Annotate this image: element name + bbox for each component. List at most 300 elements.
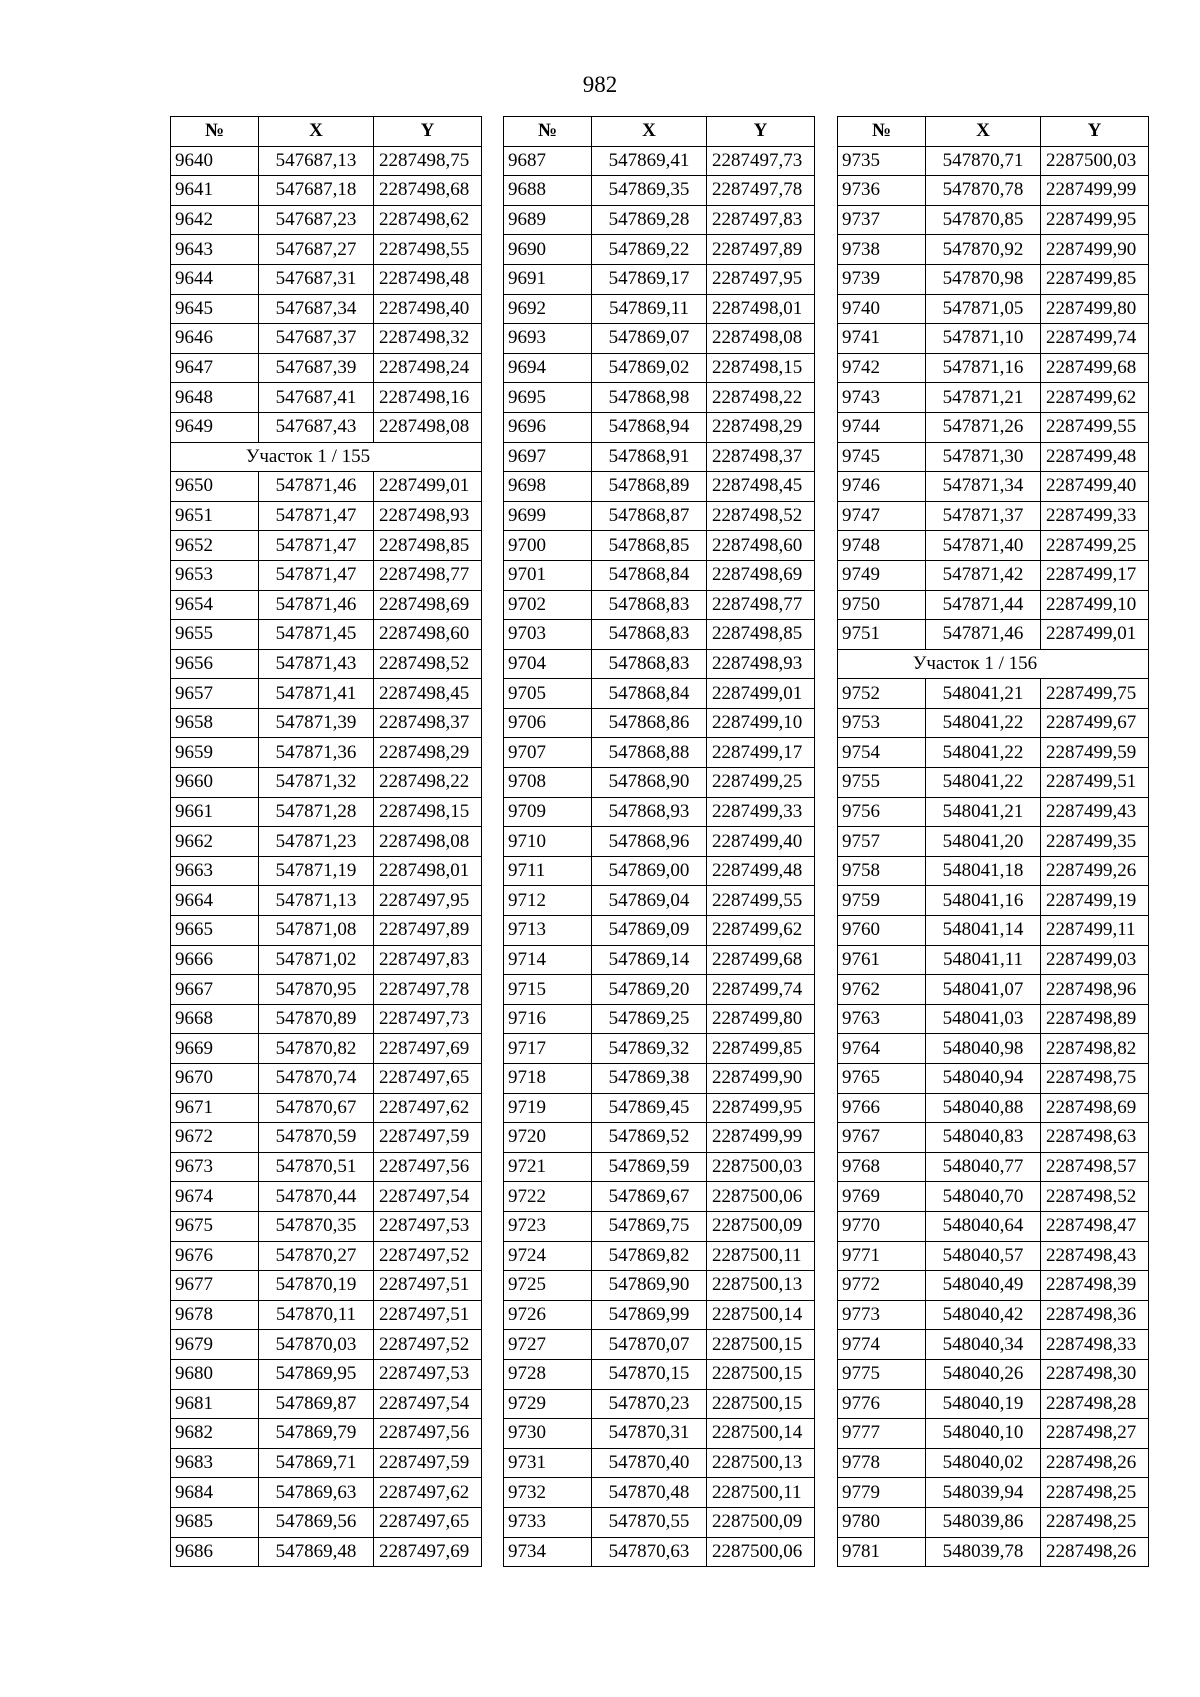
table-row bbox=[504, 1537, 815, 1567]
point-number-cell: 9657 bbox=[171, 679, 259, 709]
x-coordinate-cell: 547870,44 bbox=[259, 1182, 374, 1212]
y-coordinate-cell: 2287499,01 bbox=[374, 472, 482, 502]
x-coordinate-cell: 547871,47 bbox=[259, 531, 374, 561]
y-coordinate-cell: 2287498,75 bbox=[1041, 1064, 1149, 1094]
y-coordinate-cell: 2287499,90 bbox=[707, 1064, 815, 1094]
y-coordinate-cell: 2287497,62 bbox=[374, 1478, 482, 1508]
y-coordinate-cell: 2287498,55 bbox=[374, 235, 482, 265]
x-coordinate-cell: 548040,02 bbox=[926, 1448, 1041, 1478]
point-number-cell: 9732 bbox=[504, 1478, 592, 1508]
table-row bbox=[504, 1478, 815, 1508]
y-coordinate-cell: 2287498,01 bbox=[707, 294, 815, 324]
y-coordinate-cell: 2287498,89 bbox=[1041, 1004, 1149, 1034]
y-coordinate-cell: 2287498,25 bbox=[1041, 1478, 1149, 1508]
table-row bbox=[171, 1359, 482, 1389]
table-row bbox=[171, 1064, 482, 1094]
table-row bbox=[171, 827, 482, 857]
y-coordinate-cell: 2287498,37 bbox=[374, 708, 482, 738]
x-coordinate-cell: 547870,15 bbox=[592, 1359, 707, 1389]
point-number-cell: 9739 bbox=[838, 264, 926, 294]
table-row bbox=[171, 1211, 482, 1241]
table-row bbox=[504, 412, 815, 442]
section-title-text: Участок 1 / 156 bbox=[912, 652, 1038, 674]
x-coordinate-cell: 548040,42 bbox=[926, 1300, 1041, 1330]
x-coordinate-cell: 547869,71 bbox=[259, 1448, 374, 1478]
x-coordinate-cell: 548041,03 bbox=[926, 1004, 1041, 1034]
y-coordinate-cell: 2287498,15 bbox=[707, 353, 815, 383]
point-number-cell: 9661 bbox=[171, 797, 259, 827]
x-coordinate-cell: 547871,45 bbox=[259, 620, 374, 650]
table-row bbox=[171, 264, 482, 294]
point-number-cell: 9708 bbox=[504, 768, 592, 798]
table-row bbox=[504, 560, 815, 590]
x-coordinate-cell: 547869,56 bbox=[259, 1507, 374, 1537]
point-number-cell: 9771 bbox=[838, 1241, 926, 1271]
point-number-cell: 9679 bbox=[171, 1330, 259, 1360]
x-coordinate-cell: 547871,05 bbox=[926, 294, 1041, 324]
point-number-cell: 9667 bbox=[171, 975, 259, 1005]
point-number-cell: 9666 bbox=[171, 945, 259, 975]
x-coordinate-cell: 547869,79 bbox=[259, 1419, 374, 1449]
table-row bbox=[171, 472, 482, 502]
point-number-cell: 9681 bbox=[171, 1389, 259, 1419]
x-coordinate-cell: 547870,11 bbox=[259, 1300, 374, 1330]
y-coordinate-cell: 2287499,99 bbox=[707, 1123, 815, 1153]
y-coordinate-cell: 2287498,60 bbox=[374, 620, 482, 650]
x-coordinate-cell: 547870,55 bbox=[592, 1507, 707, 1537]
table-row bbox=[838, 264, 1149, 294]
x-coordinate-cell: 548041,14 bbox=[926, 916, 1041, 946]
x-coordinate-cell: 547869,25 bbox=[592, 1004, 707, 1034]
point-number-cell: 9768 bbox=[838, 1152, 926, 1182]
table-row bbox=[838, 679, 1149, 709]
page-number: 982 bbox=[582, 72, 618, 97]
x-coordinate-cell: 547869,75 bbox=[592, 1211, 707, 1241]
y-coordinate-cell: 2287499,03 bbox=[1041, 945, 1149, 975]
header-y: Y bbox=[707, 117, 815, 147]
header-row bbox=[504, 117, 815, 147]
table-row bbox=[838, 1389, 1149, 1419]
y-coordinate-cell: 2287500,11 bbox=[707, 1478, 815, 1508]
x-coordinate-cell: 548040,34 bbox=[926, 1330, 1041, 1360]
point-number-cell: 9745 bbox=[838, 442, 926, 472]
point-number-cell: 9744 bbox=[838, 412, 926, 442]
point-number-cell: 9746 bbox=[838, 472, 926, 502]
y-coordinate-cell: 2287499,35 bbox=[1041, 827, 1149, 857]
x-coordinate-cell: 547869,90 bbox=[592, 1271, 707, 1301]
coordinates-table-1 bbox=[170, 116, 482, 1567]
point-number-cell: 9712 bbox=[504, 886, 592, 916]
x-coordinate-cell: 547869,28 bbox=[592, 205, 707, 235]
table-row bbox=[171, 205, 482, 235]
x-coordinate-cell: 547868,90 bbox=[592, 768, 707, 798]
table-row bbox=[171, 1004, 482, 1034]
y-coordinate-cell: 2287497,83 bbox=[707, 205, 815, 235]
table-row bbox=[838, 1211, 1149, 1241]
table-row bbox=[838, 1241, 1149, 1271]
point-number-cell: 9738 bbox=[838, 235, 926, 265]
point-number-cell: 9663 bbox=[171, 856, 259, 886]
x-coordinate-cell: 547868,85 bbox=[592, 531, 707, 561]
table-row bbox=[838, 472, 1149, 502]
section-row bbox=[838, 649, 1149, 679]
point-number-cell: 9694 bbox=[504, 353, 592, 383]
table-row bbox=[504, 916, 815, 946]
table-row bbox=[504, 176, 815, 206]
x-coordinate-cell: 548040,26 bbox=[926, 1359, 1041, 1389]
point-number-cell: 9646 bbox=[171, 324, 259, 354]
table-row bbox=[504, 1330, 815, 1360]
y-coordinate-cell: 2287497,62 bbox=[374, 1093, 482, 1123]
table-row bbox=[838, 1419, 1149, 1449]
header-number: № bbox=[504, 117, 592, 147]
table-row bbox=[171, 235, 482, 265]
point-number-cell: 9764 bbox=[838, 1034, 926, 1064]
point-number-cell: 9762 bbox=[838, 975, 926, 1005]
y-coordinate-cell: 2287499,75 bbox=[1041, 679, 1149, 709]
point-number-cell: 9684 bbox=[171, 1478, 259, 1508]
x-coordinate-cell: 547687,43 bbox=[259, 412, 374, 442]
table-row bbox=[504, 1271, 815, 1301]
table-row bbox=[504, 353, 815, 383]
y-coordinate-cell: 2287498,85 bbox=[374, 531, 482, 561]
table-row bbox=[838, 945, 1149, 975]
table-row bbox=[171, 1271, 482, 1301]
table-row bbox=[838, 1004, 1149, 1034]
y-coordinate-cell: 2287499,48 bbox=[707, 856, 815, 886]
x-coordinate-cell: 547870,19 bbox=[259, 1271, 374, 1301]
x-coordinate-cell: 547870,23 bbox=[592, 1389, 707, 1419]
y-coordinate-cell: 2287499,80 bbox=[707, 1004, 815, 1034]
y-coordinate-cell: 2287498,01 bbox=[374, 856, 482, 886]
table-row bbox=[171, 1389, 482, 1419]
point-number-cell: 9723 bbox=[504, 1211, 592, 1241]
table-row bbox=[504, 1211, 815, 1241]
x-coordinate-cell: 547870,67 bbox=[259, 1093, 374, 1123]
point-number-cell: 9729 bbox=[504, 1389, 592, 1419]
section-row bbox=[171, 442, 482, 472]
table-row bbox=[838, 442, 1149, 472]
y-coordinate-cell: 2287499,59 bbox=[1041, 738, 1149, 768]
x-coordinate-cell: 547871,36 bbox=[259, 738, 374, 768]
x-coordinate-cell: 547871,46 bbox=[926, 620, 1041, 650]
point-number-cell: 9680 bbox=[171, 1359, 259, 1389]
table-row bbox=[838, 1537, 1149, 1567]
x-coordinate-cell: 547869,99 bbox=[592, 1300, 707, 1330]
x-coordinate-cell: 547868,94 bbox=[592, 412, 707, 442]
x-coordinate-cell: 547869,52 bbox=[592, 1123, 707, 1153]
x-coordinate-cell: 547869,14 bbox=[592, 945, 707, 975]
y-coordinate-cell: 2287497,54 bbox=[374, 1182, 482, 1212]
table-row bbox=[171, 945, 482, 975]
table-row bbox=[504, 1300, 815, 1330]
point-number-cell: 9718 bbox=[504, 1064, 592, 1094]
table-row bbox=[504, 235, 815, 265]
point-number-cell: 9756 bbox=[838, 797, 926, 827]
x-coordinate-cell: 547870,35 bbox=[259, 1211, 374, 1241]
point-number-cell: 9737 bbox=[838, 205, 926, 235]
table-row bbox=[171, 412, 482, 442]
y-coordinate-cell: 2287499,01 bbox=[1041, 620, 1149, 650]
table-row bbox=[838, 1123, 1149, 1153]
x-coordinate-cell: 547687,23 bbox=[259, 205, 374, 235]
point-number-cell: 9685 bbox=[171, 1507, 259, 1537]
point-number-cell: 9769 bbox=[838, 1182, 926, 1212]
y-coordinate-cell: 2287498,37 bbox=[707, 442, 815, 472]
point-number-cell: 9662 bbox=[171, 827, 259, 857]
x-coordinate-cell: 547871,41 bbox=[259, 679, 374, 709]
x-coordinate-cell: 547869,11 bbox=[592, 294, 707, 324]
table-row bbox=[838, 827, 1149, 857]
point-number-cell: 9736 bbox=[838, 176, 926, 206]
point-number-cell: 9655 bbox=[171, 620, 259, 650]
table-row bbox=[171, 1330, 482, 1360]
x-coordinate-cell: 547869,17 bbox=[592, 264, 707, 294]
y-coordinate-cell: 2287500,11 bbox=[707, 1241, 815, 1271]
x-coordinate-cell: 547868,98 bbox=[592, 383, 707, 413]
table-row bbox=[838, 560, 1149, 590]
x-coordinate-cell: 547870,98 bbox=[926, 264, 1041, 294]
x-coordinate-cell: 547871,37 bbox=[926, 501, 1041, 531]
table-row bbox=[504, 945, 815, 975]
table-row bbox=[171, 353, 482, 383]
x-coordinate-cell: 547687,41 bbox=[259, 383, 374, 413]
point-number-cell: 9710 bbox=[504, 827, 592, 857]
y-coordinate-cell: 2287497,53 bbox=[374, 1211, 482, 1241]
x-coordinate-cell: 547871,44 bbox=[926, 590, 1041, 620]
y-coordinate-cell: 2287497,54 bbox=[374, 1389, 482, 1419]
point-number-cell: 9690 bbox=[504, 235, 592, 265]
y-coordinate-cell: 2287498,52 bbox=[1041, 1182, 1149, 1212]
x-coordinate-cell: 548040,10 bbox=[926, 1419, 1041, 1449]
point-number-cell: 9766 bbox=[838, 1093, 926, 1123]
table-row bbox=[838, 738, 1149, 768]
x-coordinate-cell: 547869,63 bbox=[259, 1478, 374, 1508]
x-coordinate-cell: 547868,96 bbox=[592, 827, 707, 857]
point-number-cell: 9698 bbox=[504, 472, 592, 502]
point-number-cell: 9687 bbox=[504, 146, 592, 176]
y-coordinate-cell: 2287499,33 bbox=[707, 797, 815, 827]
y-coordinate-cell: 2287498,08 bbox=[374, 412, 482, 442]
y-coordinate-cell: 2287500,06 bbox=[707, 1537, 815, 1567]
x-coordinate-cell: 547869,00 bbox=[592, 856, 707, 886]
x-coordinate-cell: 547687,39 bbox=[259, 353, 374, 383]
x-coordinate-cell: 547868,91 bbox=[592, 442, 707, 472]
x-coordinate-cell: 547871,47 bbox=[259, 501, 374, 531]
y-coordinate-cell: 2287499,43 bbox=[1041, 797, 1149, 827]
table-row bbox=[171, 560, 482, 590]
y-coordinate-cell: 2287497,89 bbox=[707, 235, 815, 265]
section-title bbox=[171, 442, 482, 472]
point-number-cell: 9653 bbox=[171, 560, 259, 590]
x-coordinate-cell: 547687,34 bbox=[259, 294, 374, 324]
y-coordinate-cell: 2287499,10 bbox=[707, 708, 815, 738]
x-coordinate-cell: 547871,13 bbox=[259, 886, 374, 916]
y-coordinate-cell: 2287497,73 bbox=[707, 146, 815, 176]
point-number-cell: 9644 bbox=[171, 264, 259, 294]
point-number-cell: 9755 bbox=[838, 768, 926, 798]
x-coordinate-cell: 547870,78 bbox=[926, 176, 1041, 206]
table-row bbox=[504, 797, 815, 827]
x-coordinate-cell: 547871,30 bbox=[926, 442, 1041, 472]
x-coordinate-cell: 547870,95 bbox=[259, 975, 374, 1005]
y-coordinate-cell: 2287498,75 bbox=[374, 146, 482, 176]
y-coordinate-cell: 2287499,99 bbox=[1041, 176, 1149, 206]
point-number-cell: 9720 bbox=[504, 1123, 592, 1153]
y-coordinate-cell: 2287498,33 bbox=[1041, 1330, 1149, 1360]
x-coordinate-cell: 547870,31 bbox=[592, 1419, 707, 1449]
table-row bbox=[504, 827, 815, 857]
x-coordinate-cell: 548041,21 bbox=[926, 797, 1041, 827]
table-row bbox=[838, 797, 1149, 827]
y-coordinate-cell: 2287498,85 bbox=[707, 620, 815, 650]
y-coordinate-cell: 2287497,56 bbox=[374, 1152, 482, 1182]
y-coordinate-cell: 2287499,25 bbox=[707, 768, 815, 798]
point-number-cell: 9647 bbox=[171, 353, 259, 383]
x-coordinate-cell: 547871,28 bbox=[259, 797, 374, 827]
x-coordinate-cell: 547871,02 bbox=[259, 945, 374, 975]
table-row bbox=[838, 235, 1149, 265]
y-coordinate-cell: 2287498,43 bbox=[1041, 1241, 1149, 1271]
point-number-cell: 9734 bbox=[504, 1537, 592, 1567]
point-number-cell: 9650 bbox=[171, 472, 259, 502]
table-row bbox=[504, 472, 815, 502]
x-coordinate-cell: 548040,88 bbox=[926, 1093, 1041, 1123]
y-coordinate-cell: 2287498,47 bbox=[1041, 1211, 1149, 1241]
x-coordinate-cell: 547687,13 bbox=[259, 146, 374, 176]
y-coordinate-cell: 2287499,01 bbox=[707, 679, 815, 709]
y-coordinate-cell: 2287497,78 bbox=[707, 176, 815, 206]
x-coordinate-cell: 547870,71 bbox=[926, 146, 1041, 176]
point-number-cell: 9649 bbox=[171, 412, 259, 442]
table-row bbox=[171, 1241, 482, 1271]
x-coordinate-cell: 547869,45 bbox=[592, 1093, 707, 1123]
table-row bbox=[838, 1034, 1149, 1064]
y-coordinate-cell: 2287499,48 bbox=[1041, 442, 1149, 472]
y-coordinate-cell: 2287499,40 bbox=[707, 827, 815, 857]
point-number-cell: 9780 bbox=[838, 1507, 926, 1537]
y-coordinate-cell: 2287499,17 bbox=[707, 738, 815, 768]
y-coordinate-cell: 2287499,62 bbox=[707, 916, 815, 946]
table-row bbox=[504, 1419, 815, 1449]
point-number-cell: 9730 bbox=[504, 1419, 592, 1449]
header-number: № bbox=[171, 117, 259, 147]
x-coordinate-cell: 547871,40 bbox=[926, 531, 1041, 561]
x-coordinate-cell: 547871,19 bbox=[259, 856, 374, 886]
table-row bbox=[504, 708, 815, 738]
x-coordinate-cell: 547869,09 bbox=[592, 916, 707, 946]
y-coordinate-cell: 2287499,68 bbox=[707, 945, 815, 975]
table-row bbox=[504, 442, 815, 472]
table-row bbox=[171, 620, 482, 650]
point-number-cell: 9758 bbox=[838, 856, 926, 886]
point-number-cell: 9697 bbox=[504, 442, 592, 472]
x-coordinate-cell: 547869,02 bbox=[592, 353, 707, 383]
x-coordinate-cell: 547868,84 bbox=[592, 679, 707, 709]
y-coordinate-cell: 2287498,63 bbox=[1041, 1123, 1149, 1153]
x-coordinate-cell: 548041,22 bbox=[926, 768, 1041, 798]
y-coordinate-cell: 2287498,62 bbox=[374, 205, 482, 235]
table-row bbox=[838, 1359, 1149, 1389]
y-coordinate-cell: 2287499,85 bbox=[707, 1034, 815, 1064]
table-row bbox=[171, 1507, 482, 1537]
y-coordinate-cell: 2287498,27 bbox=[1041, 1419, 1149, 1449]
point-number-cell: 9705 bbox=[504, 679, 592, 709]
x-coordinate-cell: 547870,59 bbox=[259, 1123, 374, 1153]
table-row bbox=[504, 383, 815, 413]
point-number-cell: 9722 bbox=[504, 1182, 592, 1212]
point-number-cell: 9651 bbox=[171, 501, 259, 531]
point-number-cell: 9751 bbox=[838, 620, 926, 650]
point-number-cell: 9643 bbox=[171, 235, 259, 265]
y-coordinate-cell: 2287498,93 bbox=[374, 501, 482, 531]
point-number-cell: 9671 bbox=[171, 1093, 259, 1123]
x-coordinate-cell: 547869,32 bbox=[592, 1034, 707, 1064]
x-coordinate-cell: 548041,16 bbox=[926, 886, 1041, 916]
y-coordinate-cell: 2287499,40 bbox=[1041, 472, 1149, 502]
x-coordinate-cell: 548040,83 bbox=[926, 1123, 1041, 1153]
x-coordinate-cell: 547871,43 bbox=[259, 649, 374, 679]
x-coordinate-cell: 547869,59 bbox=[592, 1152, 707, 1182]
y-coordinate-cell: 2287498,08 bbox=[707, 324, 815, 354]
y-coordinate-cell: 2287498,45 bbox=[707, 472, 815, 502]
point-number-cell: 9654 bbox=[171, 590, 259, 620]
x-coordinate-cell: 548039,86 bbox=[926, 1507, 1041, 1537]
table-row bbox=[171, 797, 482, 827]
point-number-cell: 9748 bbox=[838, 531, 926, 561]
table-row bbox=[171, 1300, 482, 1330]
x-coordinate-cell: 547871,32 bbox=[259, 768, 374, 798]
x-coordinate-cell: 547871,47 bbox=[259, 560, 374, 590]
y-coordinate-cell: 2287498,39 bbox=[1041, 1271, 1149, 1301]
y-coordinate-cell: 2287498,36 bbox=[1041, 1300, 1149, 1330]
header-row bbox=[171, 117, 482, 147]
point-number-cell: 9707 bbox=[504, 738, 592, 768]
y-coordinate-cell: 2287500,09 bbox=[707, 1507, 815, 1537]
table-row bbox=[171, 1034, 482, 1064]
point-number-cell: 9670 bbox=[171, 1064, 259, 1094]
y-coordinate-cell: 2287499,95 bbox=[1041, 205, 1149, 235]
table-row bbox=[838, 531, 1149, 561]
point-number-cell: 9750 bbox=[838, 590, 926, 620]
table-row bbox=[504, 1182, 815, 1212]
y-coordinate-cell: 2287498,93 bbox=[707, 649, 815, 679]
y-coordinate-cell: 2287497,65 bbox=[374, 1064, 482, 1094]
y-coordinate-cell: 2287500,15 bbox=[707, 1330, 815, 1360]
header-y: Y bbox=[1041, 117, 1149, 147]
table-row bbox=[171, 1419, 482, 1449]
y-coordinate-cell: 2287499,62 bbox=[1041, 383, 1149, 413]
table-row bbox=[504, 975, 815, 1005]
point-number-cell: 9642 bbox=[171, 205, 259, 235]
y-coordinate-cell: 2287497,73 bbox=[374, 1004, 482, 1034]
x-coordinate-cell: 547869,67 bbox=[592, 1182, 707, 1212]
table-row bbox=[504, 1359, 815, 1389]
y-coordinate-cell: 2287497,51 bbox=[374, 1300, 482, 1330]
table-row bbox=[504, 649, 815, 679]
x-coordinate-cell: 547871,42 bbox=[926, 560, 1041, 590]
x-coordinate-cell: 548041,07 bbox=[926, 975, 1041, 1005]
x-coordinate-cell: 547870,40 bbox=[592, 1448, 707, 1478]
x-coordinate-cell: 547869,41 bbox=[592, 146, 707, 176]
table-row bbox=[838, 620, 1149, 650]
table-row bbox=[504, 768, 815, 798]
point-number-cell: 9665 bbox=[171, 916, 259, 946]
point-number-cell: 9641 bbox=[171, 176, 259, 206]
y-coordinate-cell: 2287499,25 bbox=[1041, 531, 1149, 561]
table-row bbox=[504, 146, 815, 176]
header-x: X bbox=[259, 117, 374, 147]
